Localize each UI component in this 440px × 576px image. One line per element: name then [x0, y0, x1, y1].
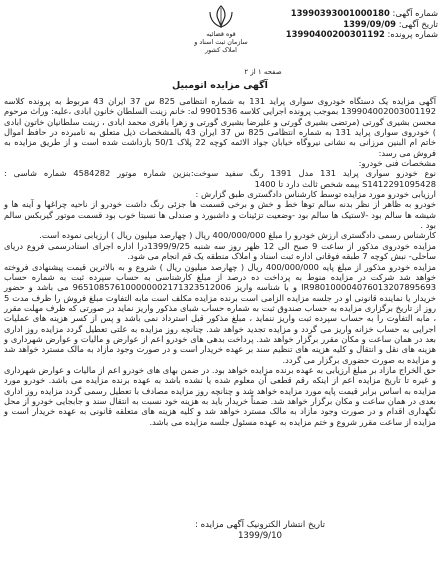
emblem-icon — [206, 4, 236, 30]
publication-date: 1399/9/10 — [237, 531, 283, 541]
notice-number-row — [268, 8, 438, 19]
publication-label: تاریخ انتشار الکترونیک آگهی مزایده : — [194, 520, 326, 530]
notice-title: آگهی مزایده اتومبیل — [172, 80, 268, 91]
notice-number-label: شماره آگهی: — [392, 8, 438, 18]
publication-footer — [140, 520, 380, 542]
notice-body — [4, 96, 436, 427]
paragraph-intro: آگهی مزایده یک دستگاه خودروی سواری پراید 131 به شماره انتظامی 825 س 37 ایران 43 مربوط به پرونده کلاسه 139904002003001192 بموجب پرونده اجرایی کلاسه 9901536 له: خانم زینت السلطان خانون ابادی ،علیه: وراث مرحوم محسن بشیری گورتی (مرتضی بشیری گورتی و علیرضا بشیری گورتی و زهرا باقری محمد ابادی ، زینت سلطانیان خاتون ابادی ) خودروی سواری پراید 131 به شماره انتظامی 825 س 37 ایران 43 بالمشخصات ذیل متعلق به نامبرده در حافظ اموال خاتم ام البنین مرزانی به نشانی نیروگاه خیابان جواد الائمه کوچه 22 پلاک 50/1 بازداشت شده است و از طریق مزایده به فروش می رسد: — [4, 96, 437, 158]
paragraph-valuation: کارشناس رسمی دادگستری ارزش خودرو را مبلغ 400/000/000 ریال ( چهارصد میلیون ریال ) ارزیابی نموده است. — [39, 230, 436, 241]
paragraph-specs-heading: مشخصات فنی خودرو: — [358, 158, 436, 169]
paragraph-appraisal-heading: ارزیابی خودرو مورد مزایده توسط کارشناس دادگستری طبق گزارش : — [195, 189, 436, 200]
case-number-label: شماره پرونده: — [387, 29, 438, 39]
notice-date-label: تاریخ آگهی: — [398, 18, 438, 29]
paragraph-auction-time: مزایده خودروی مذکور از ساعت 9 صبح الی 12 ظهر روز سه شنبه 1399/9/25درا اداره اجرای اسنادرسمی فروع دریای ساحلی- نبش کوچه 7 طبقه فوقانی اداره ثبت اسناد و املاک منطقه یک قم انجام می شود. — [4, 240, 436, 262]
paragraph-additional-terms: حق الخراج مازاد بر مبلغ ارزیابی به عهده برنده مزایده خواهد بود. در ضمن بهای های خودرو اعم از مالیات و عوارض شهرداری و غیره تا تاریخ مزایده اعم از اینکه رقم قطعی آن معلوم شده یا نشده باشد به عهده برنده مزایده می باشد. خودرو مورد مزایده به اساس برابر قیمت پایه مورد مزایده خواهد شد و چنانچه روز مزایده مصادف با تعطیل رسمی گردد مزایده روز اداری بعدی در همان ساعت و مکان برگزار خواهد شد. ضمناً خریدار باید به هزینه خود نسبت به انتقال سند و جابجایی خودرو از محل نگهداری اقدام و در صورت وجود مازاد به مالک مسترد خواهد شد و کلیه هزینه های متعلقه قانونی به عهده خریدار است و مزایده از ساعت مقرر شروع و ختم مزایده به عهده مسئول جلسه مزایده می باشد. — [4, 364, 436, 427]
case-number: 13990400200301192 — [285, 29, 385, 39]
case-number-row — [268, 29, 438, 40]
page-marker: صفحه ۱ از ۲ — [244, 68, 282, 76]
paragraph-auction-terms: مزایده خودرو مذکور از مبلغ پایه 400/000/000 ریال ( چهارصد میلیون ریال ) شروع و به بالاترین قیمت پیشنهادی فروخته خواهد شد شرکت در مزایده منوط به پرداخت ده درصد از مبلغ کارشناسی به حساب سپرده ثبت به شماره حساب IR980100004076013207895693 و با شناسه واریز 965108576100000002171323512006 می باشد و حضور خریدار یا نماینده قانونی او در جلسه مزایده الزامی است برنده مزایده مکلف است مابه التفاوت مبلغ فروش را ظرف مدت 5 روز از تاریخ برگزاری مزایده به حساب صندوق ثبت به شماره حساب شبای مذکور واریز نماید در صورتی که ظرف مهلت مقرر ، مابه التفاوت را به حساب سپرده ثبت واریز ننماید ، مبلغ مذکور قبل استرداد نمی باشد و پس از کسر هزینه های عملیات اجرایی به حساب خزانه واریز می گردد و مزایده تجدید خواهد شد. چنانچه روز مزایده به علتی تعطیل گردد مزایده روز اداری بعد در همان ساعت و مکان مقرر برگزار خواهد شد. پرداخت بدهی های خودرو اعم از عوارض و مالیات و عوارض شهرداری و هزینه های نقل و انتقال و کلیه هزینه های تنظیم سند بر عهده خریدار است و در صورت وجود مازاد به مالک مسترد خواهد شد و مزایده به صورت حضوری برگزار می گردد. — [4, 261, 436, 365]
notice-date: 1399/09/09 — [343, 18, 397, 29]
notice-header-info — [268, 8, 438, 40]
organization-emblem — [186, 4, 256, 62]
org-line2: سازمان ثبت اسناد و املاک کشور — [194, 38, 248, 54]
notice-date-row — [268, 19, 438, 30]
notice-number: 13990393001000180 — [290, 8, 390, 18]
paragraph-condition: خودرو به ظاهر از نظر بدنه سالم توها خط و خش و برخی قسمت ها جزئی رنگ داشت خودرو از ناحیه چراغها و آینه ها و شیشه ها سالم بود -لاستیک ها سالم بود -وضعیت تزئینات و داشبورد و صندلی ها نسبتا خوب بود قسمت موتور گیربکس سالم بود . — [4, 199, 436, 231]
org-line1: قوه قضائیه — [206, 30, 236, 38]
paragraph-vehicle-specs: نوع خودرو سواری پراید 131 مدل 1391 رنگ سفید سوخت:بنزین شماره موتور 4584282 شماره شاسی : S1412291095428 بیمه شخص ثالث دارد تا 1400 — [4, 168, 436, 189]
